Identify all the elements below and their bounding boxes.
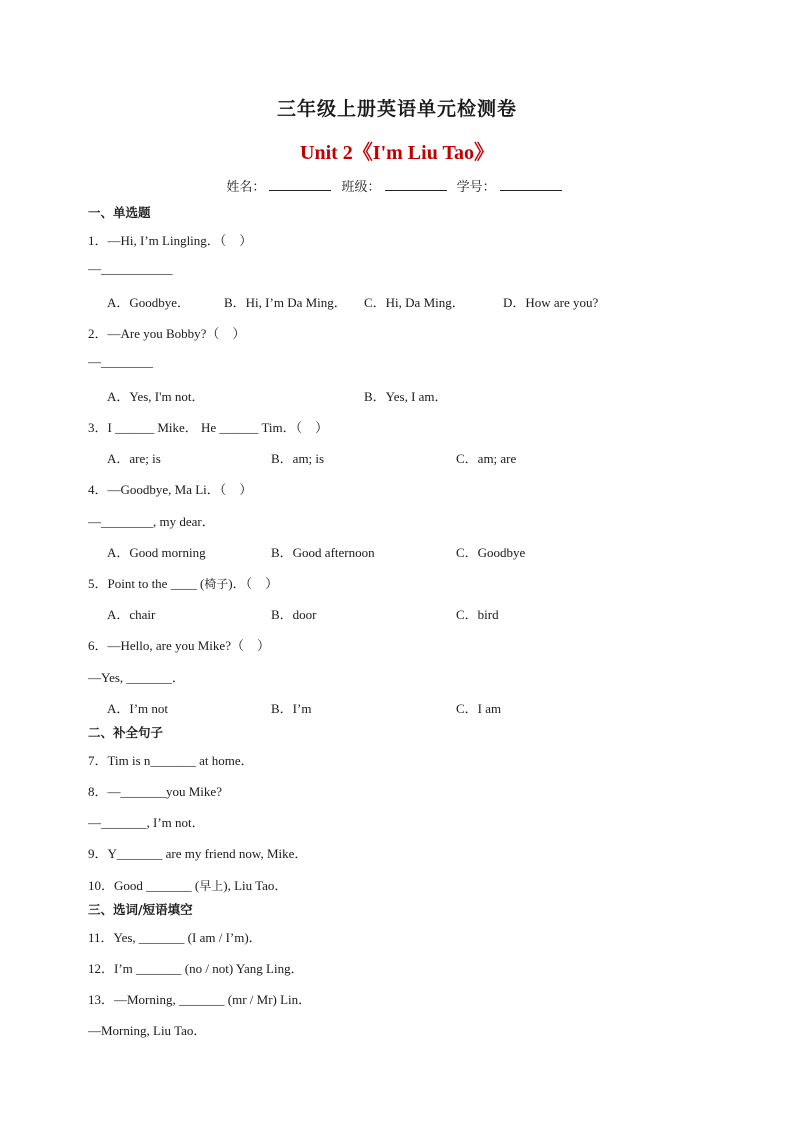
class-label: 班级： <box>341 180 381 195</box>
question-5-option-c: C．bird <box>456 607 499 622</box>
question-5-chinese-hint: 椅子 <box>204 577 229 591</box>
question-8-answer-line: —_______, I’m not． <box>88 815 205 830</box>
question-1-stem: 1．—Hi, I’m Lingling．（ ） <box>88 233 253 248</box>
question-3-stem: 3．I ______ Mike． He ______ Tim．（ ） <box>88 420 329 435</box>
id-blank <box>500 178 562 191</box>
question-6-answer-line: —Yes, _______． <box>88 670 185 685</box>
question-2-option-b: B．Yes, I am． <box>364 389 448 404</box>
question-13-answer-line: —Morning, Liu Tao． <box>88 1023 207 1038</box>
id-label: 学号： <box>456 180 496 195</box>
question-10 <box>88 875 287 894</box>
question-2-answer-line: —________ <box>88 354 153 369</box>
question-4-option-a: A．Good morning <box>107 545 206 560</box>
question-1-option-b: B．Hi, I’m Da Ming． <box>224 295 347 310</box>
question-2-stem: 2．—Are you Bobby?（ ） <box>88 326 246 341</box>
question-6-option-b: B．I’m <box>271 701 312 716</box>
student-info-line <box>0 176 794 195</box>
question-13-stem: 13．—Morning, _______ (mr / Mr) Lin． <box>88 992 312 1007</box>
question-1-option-d: D．How are you? <box>503 295 599 310</box>
question-12: 12．I’m _______ (no / not) Yang Ling． <box>88 961 304 976</box>
question-5-option-b: B．door <box>271 607 317 622</box>
question-5-stem-text: 5．Point to the ____ ( <box>88 576 205 591</box>
class-blank <box>385 178 447 191</box>
question-5-stem-end: )．（ ） <box>228 576 279 591</box>
question-10-text: 10．Good _______ ( <box>88 878 200 893</box>
question-11: 11．Yes, _______ (I am / I’m)． <box>88 930 262 945</box>
question-4-stem: 4．—Goodbye, Ma Li．（ ） <box>88 482 253 497</box>
question-3-option-b: B．am; is <box>271 451 325 466</box>
question-9: 9．Y_______ are my friend now, Mike． <box>88 846 308 861</box>
question-3-option-a: A．are; is <box>107 451 161 466</box>
section-heading-complete-sentences: 二、补全句子 <box>88 725 164 740</box>
question-4-answer-line: —________, my dear． <box>88 514 215 529</box>
question-4-option-c: C．Goodbye <box>456 545 526 560</box>
question-4-option-b: B．Good afternoon <box>271 545 375 560</box>
name-blank <box>269 178 331 191</box>
question-6-option-a: A．I’m not <box>107 701 169 716</box>
section-heading-single-choice: 一、单选题 <box>88 205 151 220</box>
question-7: 7．Tim is n_______ at home． <box>88 753 254 768</box>
section-heading-word-fill: 三、选词/短语填空 <box>88 902 193 917</box>
question-1-answer-line: —___________ <box>88 261 173 276</box>
question-6-option-c: C．I am <box>456 701 502 716</box>
unit-subtitle: Unit 2《I'm Liu Tao》 <box>300 142 494 164</box>
question-10-text-end: ), Liu Tao． <box>223 878 288 893</box>
question-2-option-a: A．Yes, I'm not． <box>107 389 205 404</box>
question-6-stem: 6．—Hello, are you Mike?（ ） <box>88 638 270 653</box>
question-3-option-c: C．am; are <box>456 451 517 466</box>
name-label: 姓名： <box>226 180 266 195</box>
question-8-stem: 8．—_______you Mike? <box>88 784 222 799</box>
page-title: 三年级上册英语单元检测卷 <box>276 98 517 120</box>
question-5-option-a: A．chair <box>107 607 156 622</box>
question-1-option-a: A．Goodbye． <box>107 295 191 310</box>
question-1-option-c: C．Hi, Da Ming． <box>364 295 465 310</box>
question-5-stem <box>88 573 278 592</box>
question-10-chinese-hint: 早上 <box>199 879 224 893</box>
